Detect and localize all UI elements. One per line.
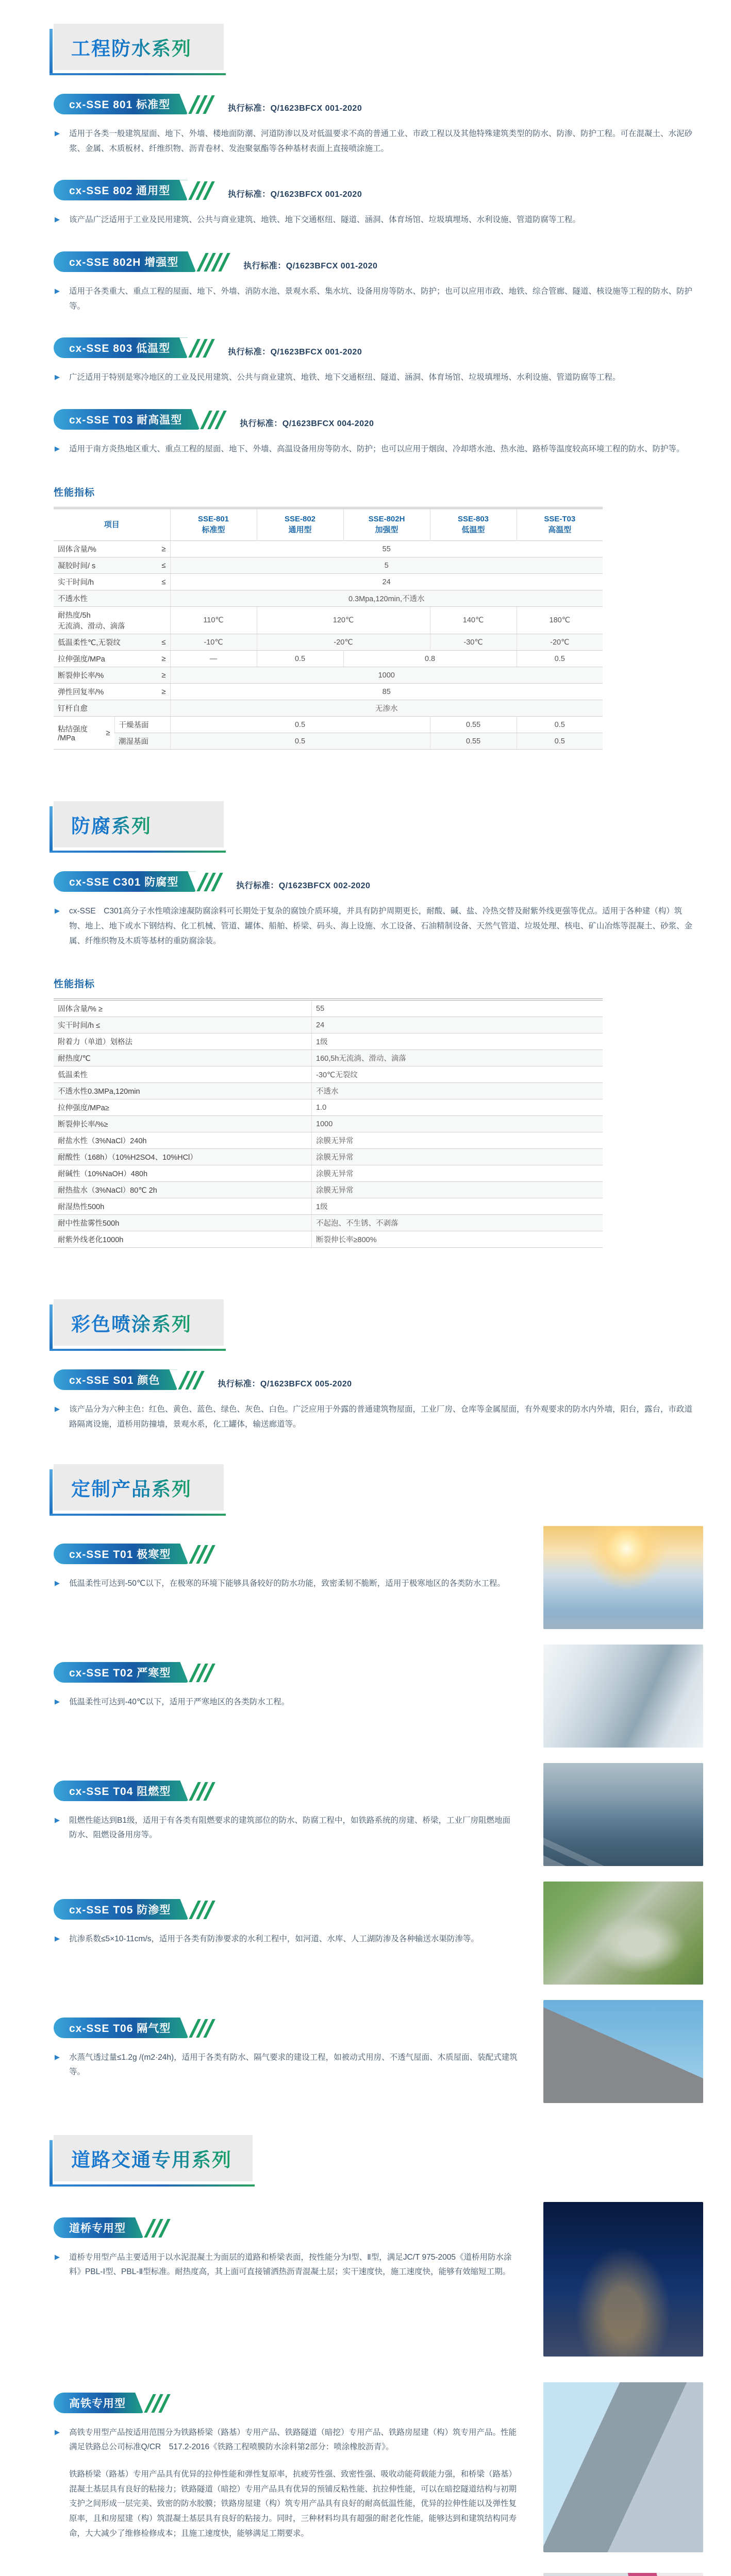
section-accent-bar [49, 806, 53, 851]
bullet-arrow-icon: ▶ [55, 1816, 60, 1824]
product-name: cx-SSE S01 颜色 [69, 1375, 160, 1387]
product-description: ▶ 适用于各类一般建筑屋面、地下、外墙、楼地面防潮、河道防渗以及对低温要求不高的普通工业、市政工程以及其他特殊建筑类型的防水、防渗、防护工程。可在混凝土、水泥砂浆、金属、木质板材、纤维织物、沥青卷材、发泡聚氨酯等各种基材表面上直接喷涂施工。 [54, 127, 697, 156]
bullet-arrow-icon: ▶ [55, 1579, 60, 1587]
table-cell: 180℃ [517, 607, 603, 634]
product-badge [54, 94, 188, 114]
product-name: cx-SSE 802H 增强型 [69, 257, 179, 269]
table-cell: -10℃ [170, 634, 257, 651]
product-description: ▶ 水蒸气透过量≤1.2g /(m2·24h)，适用于各类有防水、隔气要求的建设工程，如被动式用房、不透气屋面、木质屋面、装配式建筑等。 [54, 2050, 518, 2080]
section-accent-bar [49, 2140, 53, 2184]
product-name: cx-SSE 801 标准型 [69, 99, 171, 111]
page-content [54, 24, 703, 2576]
product-block-802 [54, 180, 703, 228]
park-stream-photo [543, 1882, 703, 1985]
slashes-icon [193, 1664, 215, 1682]
bullet-arrow-icon: ▶ [55, 907, 60, 915]
table-cell: 85 [170, 684, 603, 700]
bullet-arrow-icon: ▶ [55, 445, 60, 453]
row-label: 耐热度/5h 无流淌、滑动、滴落 [54, 607, 170, 634]
product-name: cx-SSE T01 极寒型 [69, 1548, 171, 1561]
row-label: 实干时间/h ≤ [54, 574, 170, 590]
section-accent-bar [49, 29, 53, 73]
row-label: 附着力（单道）划格法 [54, 1033, 312, 1050]
product-description: ▶ 低温柔性可达到-50℃以下，在极寒的环境下能够具备较好的防水功能，致密柔韧不脆断，适用于极寒地区的各类防水工程。 [54, 1577, 518, 1591]
product-badge [54, 251, 196, 272]
table-header-row [54, 508, 603, 541]
table-row [54, 590, 603, 607]
table-row [54, 1116, 603, 1132]
section-title: 工程防水系列 [71, 38, 192, 59]
road-product-row-highspeed-rail [54, 2372, 703, 2552]
metro-station-photo [543, 2573, 703, 2576]
table-cell: 1000 [170, 667, 603, 684]
section-header-waterproof [54, 24, 224, 70]
row-label: 耐中性盐雾性500h [54, 1215, 312, 1231]
slashes-icon [148, 2219, 170, 2238]
table-cell: 1级 [312, 1198, 603, 1215]
slashes-icon [148, 2394, 170, 2413]
slashes-icon [193, 95, 214, 114]
table-cell: 55 [170, 541, 603, 557]
table-row [54, 1066, 603, 1083]
table-row [54, 684, 603, 700]
table-row [54, 634, 603, 651]
row-label: 耐热盐水（3%NaCl）80℃ 2h [54, 1182, 312, 1198]
table-row [54, 1215, 603, 1231]
table-cell: 涂膜无异常 [312, 1149, 603, 1165]
slashes-icon [193, 339, 214, 358]
row-label: 耐湿热性500h [54, 1198, 312, 1215]
row-label: 粘结强度 /MPa ≥ [54, 717, 114, 750]
product-badge [54, 871, 196, 892]
section-underline [49, 1349, 226, 1351]
standard-text: 执行标准：Q/1623BFCX 005-2020 [218, 1380, 352, 1389]
standard-text: 执行标准：Q/1623BFCX 002-2020 [236, 882, 371, 891]
product-name: cx-SSE T02 严寒型 [69, 1667, 171, 1679]
section-header-colorspray [54, 1299, 224, 1346]
product-description: ▶ 高铁专用型产品按适用范围分为铁路桥梁（路基）专用产品、铁路隧道（暗挖）专用产品、铁路房屋建（构）筑专用产品。性能满足铁路总公司标准Q/CR 517.2-2016《铁路工程喷膜防水涂料第2部分：喷涂橡胶沥青》。 [54, 2426, 518, 2455]
product-badge [54, 2393, 143, 2413]
table-cell: 0.5 [517, 717, 603, 733]
section-header-road [54, 2135, 253, 2181]
section-title-box [54, 1464, 224, 1511]
bullet-arrow-icon: ▶ [55, 2252, 60, 2261]
building-facade-photo [543, 2000, 703, 2103]
table-cell: 0.5 [170, 717, 430, 733]
row-label: 凝胶时间/ s ≤ [54, 557, 170, 574]
table-row [54, 667, 603, 684]
product-badge [54, 180, 188, 200]
bullet-arrow-icon: ▶ [55, 1405, 60, 1413]
section-title: 道路交通专用系列 [71, 2149, 232, 2171]
product-block-s01 [54, 1369, 703, 1432]
product-block-803 [54, 337, 703, 385]
slashes-icon [193, 181, 214, 200]
section-accent-bar [49, 1304, 53, 1349]
slashes-icon [193, 1901, 215, 1919]
section-underline [49, 1514, 226, 1516]
table-cell: 120℃ [257, 607, 430, 634]
table-row [54, 651, 603, 667]
road-product-row-bridge [54, 2197, 703, 2357]
row-label: 耐酸性（168h）（10%H2SO4、10%HCl） [54, 1149, 312, 1165]
product-description: ▶ 适用于各类重大、重点工程的屋面、地下、外墙、消防水池、景观水系、集水坑、设备用房等防水、防护；也可以应用市政、地铁、综合管廊、隧道、核设施等工程的防水、防护等。 [54, 284, 697, 314]
table-cell: 55 [312, 999, 603, 1017]
slashes-icon [201, 253, 230, 272]
table-header-cell: SSE-801 标准型 [170, 508, 257, 541]
product-badge [54, 1899, 188, 1920]
table-row [54, 1017, 603, 1033]
winter-sunrise-photo [543, 1526, 703, 1629]
custom-product-row-t02 [54, 1645, 703, 1748]
table-row [54, 1231, 603, 1248]
row-sublabel: 潮湿基面 [114, 733, 170, 750]
table-cell: — [170, 651, 257, 667]
table-row [54, 1083, 603, 1099]
product-description: ▶ 阻燃性能达到B1级，适用于有各类有阻燃要求的建筑部位的防水、防腐工程中，如铁路系统的房建、桥梁，工业厂房阻燃地面防水、阻燃设备用房等。 [54, 1814, 518, 1843]
table-cell: 110℃ [170, 607, 257, 634]
table-row [54, 1149, 603, 1165]
product-description-continued: 铁路桥梁（路基）专用产品具有优异的拉伸性能和弹性复原率，抗疲劳性强、致密性强、吸收动能荷载能力强，和桥梁（路基）混凝土基层具有良好的粘接力；铁路隧道（暗挖）专用产品具有优异的预铺反粘性能、抗拉伸性能，可以在暗挖隧道结构与初期支护之间形成一层完美、致密的防水胶膜；铁路房屋建（构）筑专用产品具有良好的耐高低温性能，优异的拉伸性能以及弹性复原率，且和房屋建（构）筑混凝土基层具有良好的粘接力。同时，三种材料均具有超强的耐老化性能，能够达到和建筑结构同寿命，大大减少了维修检修成本；且施工速度快，能够满足工期要求。 [69, 2469, 517, 2538]
table-header-cell: SSE-802 通用型 [257, 508, 343, 541]
row-label: 不透水性 [54, 590, 170, 607]
table-cell: 160,5h无流淌、滑动、滴落 [312, 1050, 603, 1066]
bullet-arrow-icon: ▶ [55, 2053, 60, 2061]
product-badge [54, 1781, 188, 1801]
product-block-c301 [54, 871, 703, 948]
slashes-icon [205, 411, 226, 429]
table-cell: 24 [170, 574, 603, 590]
custom-product-row-t06 [54, 2000, 703, 2103]
section-underline [49, 851, 226, 853]
row-label: 断裂伸长率/%≥ [54, 1116, 312, 1132]
product-badge [54, 1544, 188, 1564]
product-name: 高铁专用型 [69, 2397, 126, 2410]
section-title: 防腐系列 [71, 816, 152, 837]
table-cell: 140℃ [430, 607, 517, 634]
standard-text: 执行标准：Q/1623BFCX 001-2020 [228, 104, 362, 113]
standard-text: 执行标准：Q/1623BFCX 001-2020 [228, 348, 362, 357]
performance-heading: 性能指标 [54, 979, 95, 990]
product-badge [54, 2018, 188, 2038]
product-name: cx-SSE 803 低温型 [69, 343, 171, 355]
row-label: 低温柔性 [54, 1066, 312, 1083]
performance-table-waterproof [54, 507, 603, 750]
table-cell: 0.5 [517, 651, 603, 667]
row-label: 拉伸强度/MPa≥ [54, 1099, 312, 1116]
slashes-icon [193, 1545, 215, 1564]
product-badge [54, 1369, 177, 1390]
table-cell: -30℃ [430, 634, 517, 651]
row-label: 固体含量/% ≥ [54, 541, 170, 557]
table-row [54, 1033, 603, 1050]
product-name: 道桥专用型 [69, 2222, 126, 2234]
section-underline [49, 73, 226, 75]
table-cell: 1000 [312, 1116, 603, 1132]
table-cell: 断裂伸长率≥800% [312, 1231, 603, 1248]
section-accent-bar [49, 1469, 53, 1514]
row-label: 拉伸强度/MPa ≥ [54, 651, 170, 667]
row-label: 耐盐水性（3%NaCl）240h [54, 1132, 312, 1149]
table-row [54, 574, 603, 590]
custom-product-row-t05 [54, 1882, 703, 1985]
table-cell: 0.8 [343, 651, 517, 667]
row-label: 断裂伸长率/% ≥ [54, 667, 170, 684]
table-cell: 0.55 [430, 733, 517, 750]
section-header-custom [54, 1464, 224, 1511]
bullet-arrow-icon: ▶ [55, 1697, 60, 1705]
product-badge [54, 337, 188, 358]
product-description: ▶ 适用于南方炎热地区重大、重点工程的屋面、地下、外墙、高温设备用房等防水、防护；也可以应用于烟囱、冷却塔水池、热水池、路桥等温度较高环境工程的防水、防护等。 [54, 442, 697, 457]
table-row [54, 557, 603, 574]
product-block-801 [54, 94, 703, 156]
section-header-anticorrosion [54, 801, 224, 848]
product-badge [54, 409, 200, 430]
table-row [54, 1132, 603, 1149]
custom-product-row-t01 [54, 1526, 703, 1629]
table-cell: -20℃ [257, 634, 430, 651]
row-label: 固体含量/% ≥ [54, 999, 312, 1017]
product-description: ▶ 低温柔性可达到-40℃以下，适用于严寒地区的各类防水工程。 [54, 1695, 518, 1710]
table-row [54, 717, 603, 733]
table-cell: 不透水 [312, 1083, 603, 1099]
table-row [54, 999, 603, 1017]
bullet-arrow-icon: ▶ [55, 373, 60, 381]
row-label: 弹性回复率/% ≥ [54, 684, 170, 700]
product-name: cx-SSE T05 防渗型 [69, 1904, 171, 1916]
standard-text: 执行标准：Q/1623BFCX 001-2020 [228, 190, 362, 199]
section-underline [49, 2184, 255, 2187]
standard-text: 执行标准：Q/1623BFCX 004-2020 [240, 419, 374, 429]
standard-text: 执行标准：Q/1623BFCX 001-2020 [243, 262, 378, 271]
bullet-arrow-icon: ▶ [55, 129, 60, 137]
table-row [54, 700, 603, 717]
performance-heading: 性能指标 [54, 487, 95, 498]
bullet-arrow-icon: ▶ [55, 2428, 60, 2436]
product-name: cx-SSE T03 耐高温型 [69, 414, 182, 427]
section-title-box [54, 24, 224, 70]
product-block-t03 [54, 409, 703, 457]
product-description: ▶ 该产品分为六种主色：红色、黄色、蓝色、绿色、灰色、白色。广泛应用于外露的普通建筑物屋面，工业厂房、仓库等金属屋面，有外观要求的防水内外墙，阳台，露台，市政道路隔离设施，道桥用防撞墙，景观水系，化工罐体，输送廊道等。 [54, 1402, 697, 1432]
section-title: 彩色喷涂系列 [71, 1314, 192, 1335]
table-cell: 1.0 [312, 1099, 603, 1116]
section-title-box [54, 2135, 253, 2181]
product-badge [54, 2217, 143, 2238]
slashes-icon [182, 1371, 204, 1389]
table-cell: 无渗水 [170, 700, 603, 717]
table-cell: 涂膜无异常 [312, 1182, 603, 1198]
table-cell: 0.55 [430, 717, 517, 733]
slashes-icon [193, 1782, 215, 1801]
row-label: 低温柔性℃,无裂纹 ≤ [54, 634, 170, 651]
elevated-rail-photo [543, 2382, 703, 2552]
table-cell: 24 [312, 1017, 603, 1033]
table-header-cell: SSE-T03 高温型 [517, 508, 603, 541]
table-row [54, 1198, 603, 1215]
table-cell: 0.5 [170, 733, 430, 750]
table-header-cell: SSE-803 低温型 [430, 508, 517, 541]
industrial-plant-photo [543, 1763, 703, 1866]
table-row [54, 1182, 603, 1198]
table-row [54, 1099, 603, 1116]
product-name: cx-SSE T06 隔气型 [69, 2022, 171, 2035]
product-description: ▶ 道桥专用型产品主要适用于以水泥混凝土为面层的道路和桥梁表面，按性能分为Ⅰ型、Ⅱ型，满足JC/T 975-2005《道桥用防水涂料》PBL-Ⅰ型、PBL-Ⅱ型标准。耐热度高，其上面可直接铺洒热沥青混凝土层；实干速度快，施工速度快，能够有效缩短工期。 [54, 2250, 518, 2280]
product-description: ▶ 抗渗系数≤5×10-11cm/s，适用于各类有防渗要求的水利工程中，如河道、水库、人工湖防渗及各种输送水渠防渗等。 [54, 1932, 518, 1947]
bullet-arrow-icon: ▶ [55, 1934, 60, 1942]
night-bridge-photo [543, 2202, 703, 2357]
slashes-icon [201, 873, 223, 891]
table-cell: -20℃ [517, 634, 603, 651]
section-title-box [54, 1299, 224, 1346]
bullet-arrow-icon: ▶ [55, 287, 60, 295]
section-title-box [54, 801, 224, 848]
table-cell: 1级 [312, 1033, 603, 1050]
table-cell: 0.5 [517, 733, 603, 750]
section-title: 定制产品系列 [71, 1478, 192, 1500]
table-header-cell: SSE-802H 加强型 [343, 508, 430, 541]
product-description: ▶ cx-SSE C301高分子水性喷涂速凝防腐涂料可长期处于复杂的腐蚀介质环境，并具有防护周期更长，耐酸、碱、盐、冷热交替及耐紫外线更强等优点。适用于各种建（构）筑物、地上、地下或水下钢结构、化工机械、管道、罐体、船舶、桥梁、码头、海上设施、水工设备、石油精制设备、天然气管道、垃圾处理、核电、矿山冶炼等混凝土、砂浆、金属、纤维织物及木质等基材的重防腐涂装。 [54, 904, 697, 948]
table-row [54, 733, 603, 750]
table-row [54, 607, 603, 634]
table-cell: 0.3Mpa,120min,不透水 [170, 590, 603, 607]
table-row [54, 1050, 603, 1066]
product-description: ▶ 该产品广泛适用于工业及民用建筑、公共与商业建筑、地铁、地下交通枢纽、隧道、涵洞、体育场馆、垃圾填埋场、水利设施、管道防腐等工程。 [54, 213, 697, 228]
product-name: cx-SSE 802 通用型 [69, 185, 171, 197]
product-name: cx-SSE C301 防腐型 [69, 876, 179, 889]
table-cell: 5 [170, 557, 603, 574]
bullet-arrow-icon: ▶ [55, 215, 60, 224]
row-label: 耐热度/℃ [54, 1050, 312, 1066]
table-cell: -30℃无裂纹 [312, 1066, 603, 1083]
table-row [54, 541, 603, 557]
row-label: 实干时间/h ≤ [54, 1017, 312, 1033]
custom-product-row-t04 [54, 1763, 703, 1866]
row-sublabel: 干燥基面 [114, 717, 170, 733]
table-row [54, 1165, 603, 1182]
slashes-icon [193, 2019, 215, 2038]
table-cell: 不起泡、不生锈、不剥落 [312, 1215, 603, 1231]
row-label: 耐紫外线老化1000h [54, 1231, 312, 1248]
table-cell: 0.5 [257, 651, 343, 667]
product-name: cx-SSE T04 阻燃型 [69, 1785, 171, 1798]
row-label: 不透水性0.3MPa,120min [54, 1083, 312, 1099]
performance-table-anticorrosion [54, 998, 603, 1248]
table-header-cell: 项目 [54, 508, 170, 541]
icicles-photo [543, 1645, 703, 1748]
table-cell: 涂膜无异常 [312, 1165, 603, 1182]
table-cell: 涂膜无异常 [312, 1132, 603, 1149]
row-label: 耐碱性（10%NaOH）480h [54, 1165, 312, 1182]
row-label: 钉杆自愈 [54, 700, 170, 717]
product-badge [54, 1662, 188, 1683]
road-product-row-metro [54, 2568, 703, 2576]
product-block-802h [54, 251, 703, 314]
product-description: ▶ 广泛适用于特别是寒冷地区的工业及民用建筑、公共与商业建筑、地铁、地下交通枢纽、隧道、涵洞、体育场馆、垃圾填埋场、水利设施、管道防腐等工程。 [54, 370, 697, 385]
